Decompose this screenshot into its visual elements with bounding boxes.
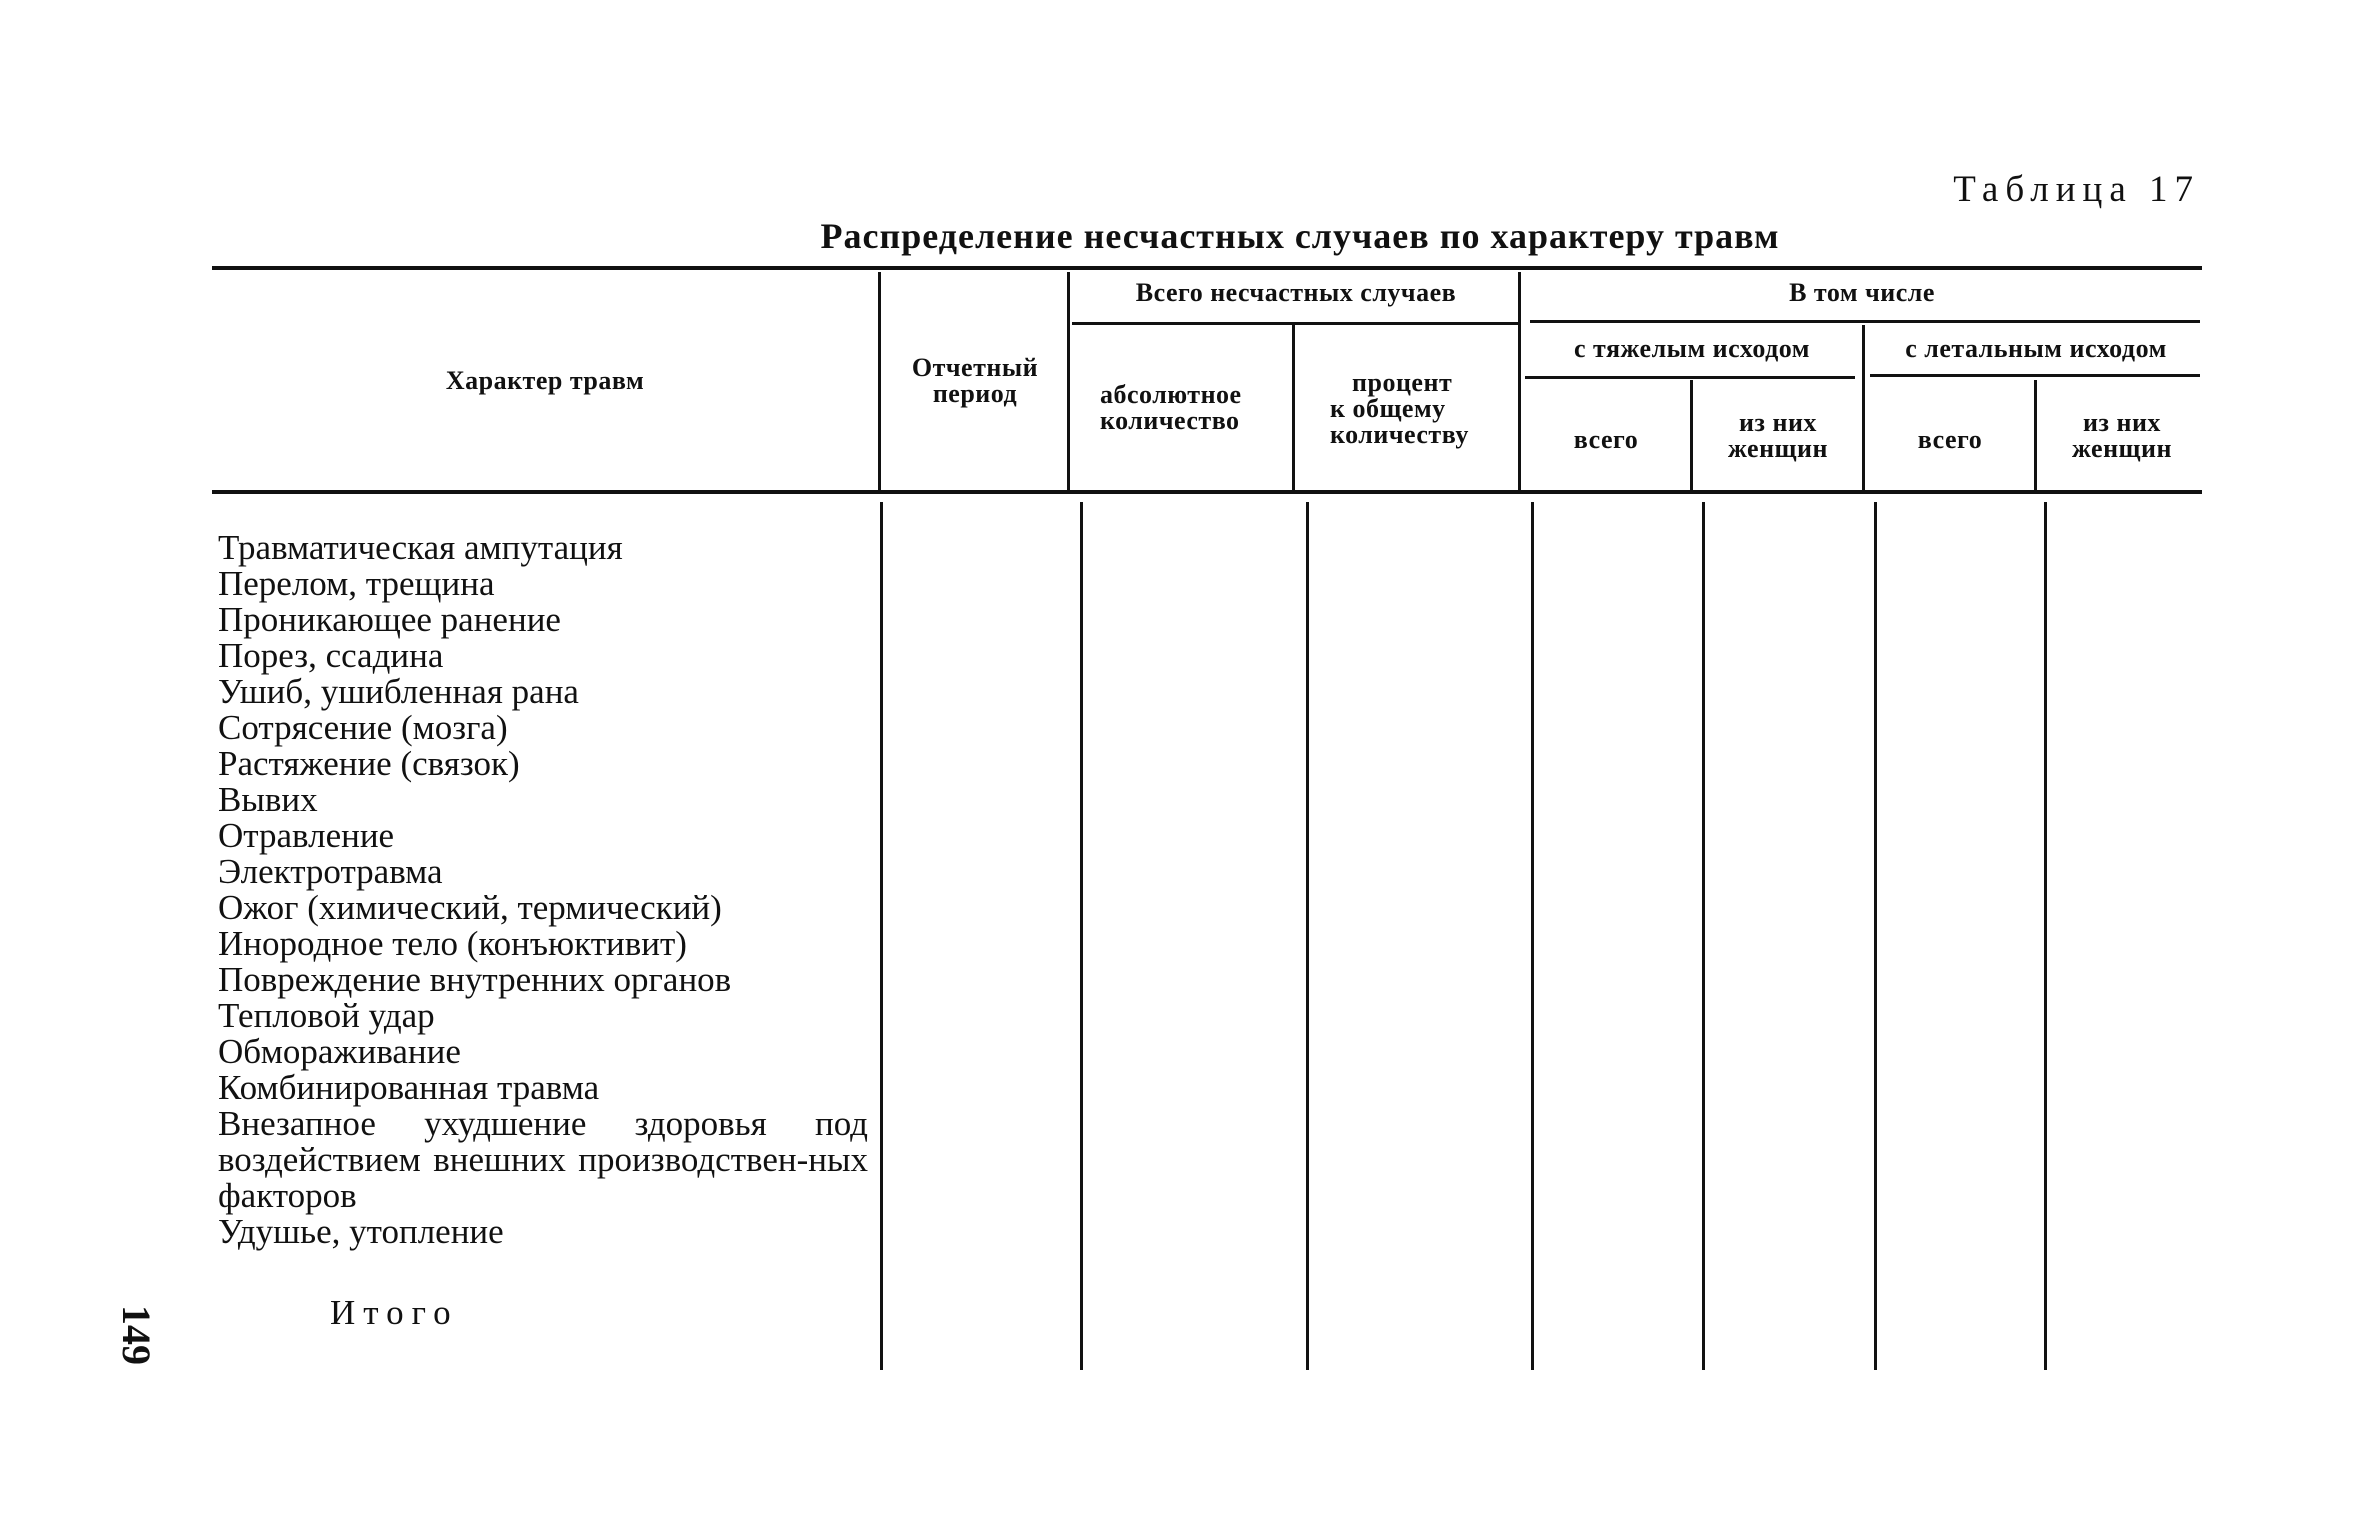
row-label: Вывих (218, 780, 318, 819)
row-label: Порез, ссадина (218, 636, 444, 675)
body-divider-1 (880, 502, 883, 1370)
body-divider-5 (1702, 502, 1705, 1370)
row-label: Ушиб, ушибленная рана (218, 672, 579, 711)
header-fatal-all: всего (1917, 425, 1983, 454)
header-including: В том числе (1789, 278, 1935, 307)
severe-fatal-overline (1530, 320, 2200, 323)
header-bottom-rule (212, 490, 2202, 494)
row-label: Отравление (218, 816, 395, 855)
total-cases-underline (1072, 322, 1520, 325)
header-fatal-women: из них женщин (2072, 408, 2172, 463)
header-period: Отчетный период (911, 353, 1039, 408)
row-label: Электротравма (218, 852, 443, 891)
severe-underline (1525, 376, 1855, 379)
row-label: Инородное тело (конъюктивит) (218, 924, 687, 963)
body-divider-6 (1874, 502, 1877, 1370)
row-label: Растяжение (связок) (218, 744, 520, 783)
table-number: Таблица 17 (1953, 169, 2200, 210)
top-rule (212, 266, 2202, 270)
header-severe-women: из них женщин (1728, 408, 1828, 463)
total-label: Итого (330, 1293, 459, 1332)
body-divider-2 (1080, 502, 1083, 1370)
row-label: Перелом, трещина (218, 564, 495, 603)
header-absolute: абсолютное количество (1100, 380, 1242, 435)
row-label: Травматическая ампутация (218, 528, 623, 567)
row-label: Удушье, утопление (218, 1212, 504, 1251)
row-label: Ожог (химический, термический) (218, 888, 722, 927)
fatal-underline (1870, 374, 2200, 377)
page-number: 149 (114, 1305, 159, 1365)
body-divider-4 (1531, 502, 1534, 1370)
row-label: Повреждение внутренних органов (218, 960, 732, 999)
row-label: Проникающее ранение (218, 600, 561, 639)
header-injury-type: Характер травм (445, 366, 645, 395)
header-divider-6 (1862, 325, 1865, 490)
table-title: Распределение несчастных случаев по характеру травм (820, 216, 1780, 256)
header-severe-all: всего (1573, 425, 1639, 454)
header-divider-2 (1067, 272, 1070, 490)
row-label: Комбинированная травма (218, 1068, 600, 1107)
header-divider-5 (1690, 380, 1693, 490)
row-label: Обмораживание (218, 1032, 461, 1071)
injury-rows (218, 530, 868, 1250)
row-label: Внезапное ухудшение здоровья под воздействием внешних производствен-ных факторов (218, 1104, 868, 1215)
header-divider-3 (1292, 325, 1295, 490)
header-divider-7 (2034, 380, 2037, 490)
body-divider-7 (2044, 502, 2047, 1370)
header-fatal: с летальным исходом (1905, 334, 2167, 363)
body-divider-3 (1306, 502, 1309, 1370)
row-label: Тепловой удар (218, 996, 435, 1035)
header-divider-1 (878, 272, 881, 490)
header-percent: процент к общему количеству (1330, 368, 1469, 449)
header-severe: с тяжелым исходом (1574, 334, 1810, 363)
header-total-cases: Всего несчастных случаев (1135, 278, 1457, 307)
row-label: Сотрясение (мозга) (218, 708, 508, 747)
